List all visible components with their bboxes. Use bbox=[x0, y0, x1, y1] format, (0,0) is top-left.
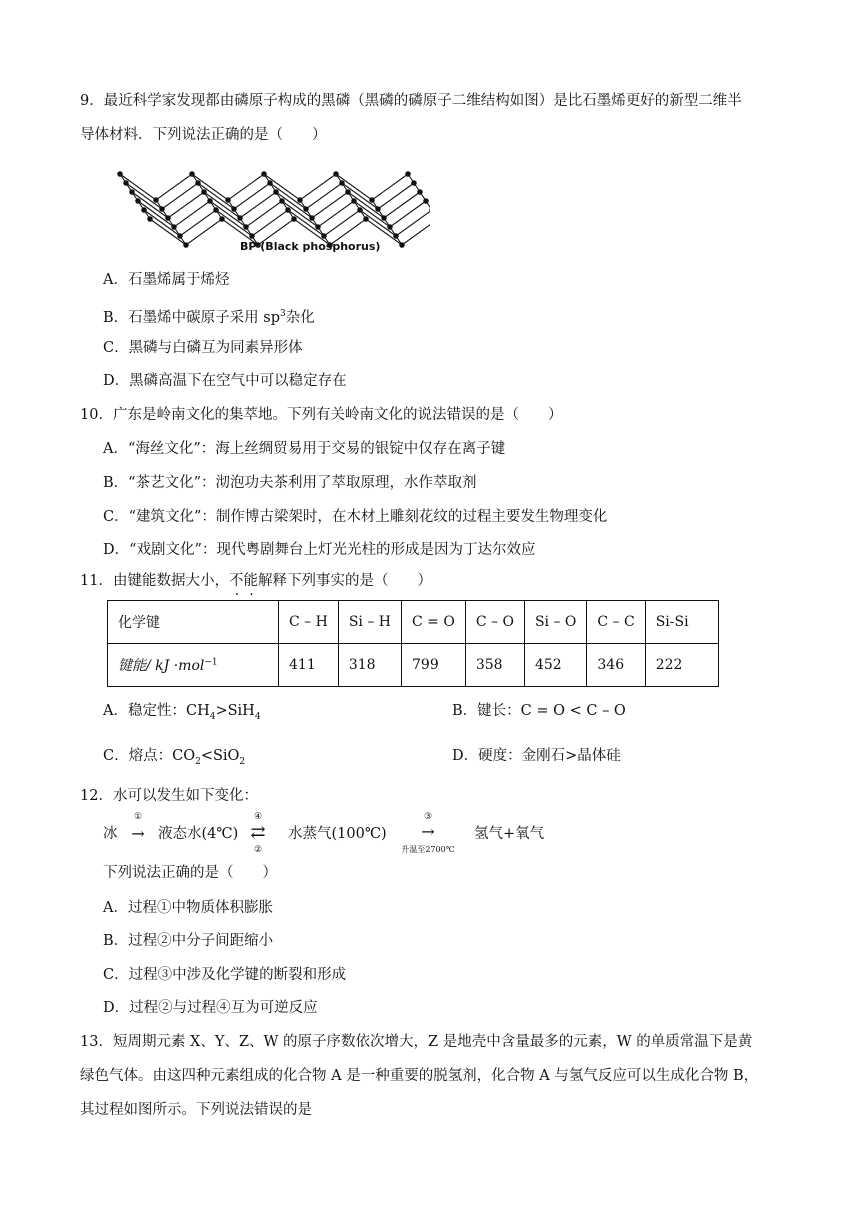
table-cell: 452 bbox=[524, 644, 586, 687]
scheme-ice: 冰 bbox=[103, 826, 118, 842]
q9-option-d: D．黑磷高温下在空气中可以稳定存在 bbox=[103, 373, 347, 389]
q12-stem: 12．水可以发生如下变化： bbox=[80, 788, 258, 804]
scheme-arrow-1: ① → bbox=[131, 812, 145, 843]
table-header-bond: 化学键 bbox=[108, 601, 279, 644]
table-row bbox=[108, 644, 719, 687]
table-cell: 318 bbox=[338, 644, 401, 687]
table-cell: 358 bbox=[465, 644, 524, 687]
q9-stem-line2: 导体材料．下列说法正确的是（ ） bbox=[80, 127, 327, 143]
figure-caption: BP (Black phosphorus) bbox=[240, 240, 381, 253]
table-cell: C – O bbox=[465, 601, 524, 644]
table-cell: C – C bbox=[587, 601, 645, 644]
q11-option-c: C．熔点：$CO_2<SiO_2$ bbox=[103, 748, 246, 767]
q9-option-c: C．黑磷与白磷互为同素异形体 bbox=[103, 340, 303, 356]
black-phosphorus-figure bbox=[110, 156, 430, 256]
q9-option-b: B．石墨烯中碳原子采用 $sp^3$杂化 bbox=[103, 309, 315, 326]
q12-option-d: D．过程②与过程④互为可逆反应 bbox=[103, 1000, 318, 1016]
table-cell: 411 bbox=[279, 644, 339, 687]
scheme-water-vapor: 水蒸气(100℃) bbox=[288, 826, 387, 842]
q10-option-a: A．“海丝文化”：海上丝绸贸易用于交易的银锭中仅存在离子键 bbox=[103, 441, 506, 457]
black-phosphorus-lattice bbox=[118, 172, 430, 247]
q11-stem: 11．由键能数据大小，不能解释下列事实的是（ ） bbox=[80, 573, 432, 589]
q12-option-a: A．过程①中物质体积膨胀 bbox=[103, 900, 273, 916]
q10-option-b: B．“茶艺文化”：沏泡功夫茶利用了萃取原理，水作萃取剂 bbox=[103, 475, 477, 491]
table-cell: 346 bbox=[587, 644, 645, 687]
scheme-products: 氢气+氧气 bbox=[474, 826, 545, 842]
scheme-liquid-water: 液态水(4℃) bbox=[158, 826, 239, 842]
table-cell: Si – H bbox=[338, 601, 401, 644]
q10-option-d: D．“戏剧文化”：现代粤剧舞台上灯光光柱的形成是因为丁达尔效应 bbox=[103, 542, 536, 558]
q9-option-a: A．石墨烯属于烯烃 bbox=[103, 272, 230, 288]
q13-line2: 绿色气体。由这四种元素组成的化合物 A 是一种重要的脱氢剂，化合物 A 与氢气反应可以生成化合物 B， bbox=[80, 1068, 759, 1084]
q9-stem-line1: 9．最近科学家发现都由磷原子构成的黑磷（黑磷的磷原子二维结构如图）是比石墨烯更好的新型二维半 bbox=[80, 93, 742, 109]
q11-option-a: A．稳定性：$CH_4>SiH_4$ bbox=[103, 703, 261, 722]
table-row bbox=[108, 601, 719, 644]
table-header-energy: 键能/ kJ ·mol$^{-1}$ bbox=[108, 644, 279, 687]
q12-option-c: C．过程③中涉及化学键的断裂和形成 bbox=[103, 967, 347, 983]
scheme-reversible-arrow: ④ ⇄ ② bbox=[250, 812, 266, 855]
table-cell: 799 bbox=[402, 644, 466, 687]
q13-line1: 13．短周期元素 X、Y、Z、W 的原子序数依次增大，Z 是地壳中含量最多的元素，W 的单质常温下是黄 bbox=[80, 1034, 753, 1050]
q10-stem: 10．广东是岭南文化的集萃地。下列有关岭南文化的说法错误的是（ ） bbox=[80, 407, 563, 423]
q13-line3: 其过程如图所示。下列说法错误的是 bbox=[80, 1102, 312, 1118]
table-cell: C = O bbox=[402, 601, 466, 644]
table-cell: Si – O bbox=[524, 601, 586, 644]
q12-question: 下列说法正确的是（ ） bbox=[103, 865, 277, 881]
q11-option-b: B．键长：C = O < C – O bbox=[452, 703, 626, 719]
q10-option-c: C．“建筑文化”：制作博古梁架时，在木材上雕刻花纹的过程主要发生物理变化 bbox=[103, 509, 608, 525]
q12-option-b: B．过程②中分子间距缩小 bbox=[103, 933, 274, 949]
scheme-arrow-3: ③ → 升温至2700℃ bbox=[401, 812, 455, 854]
table-cell: Si-Si bbox=[645, 601, 718, 644]
q11-option-d: D．硬度：金刚石>晶体硅 bbox=[452, 748, 621, 764]
table-cell: 222 bbox=[645, 644, 718, 687]
table-cell: C – H bbox=[279, 601, 339, 644]
bond-energy-table bbox=[107, 600, 719, 687]
